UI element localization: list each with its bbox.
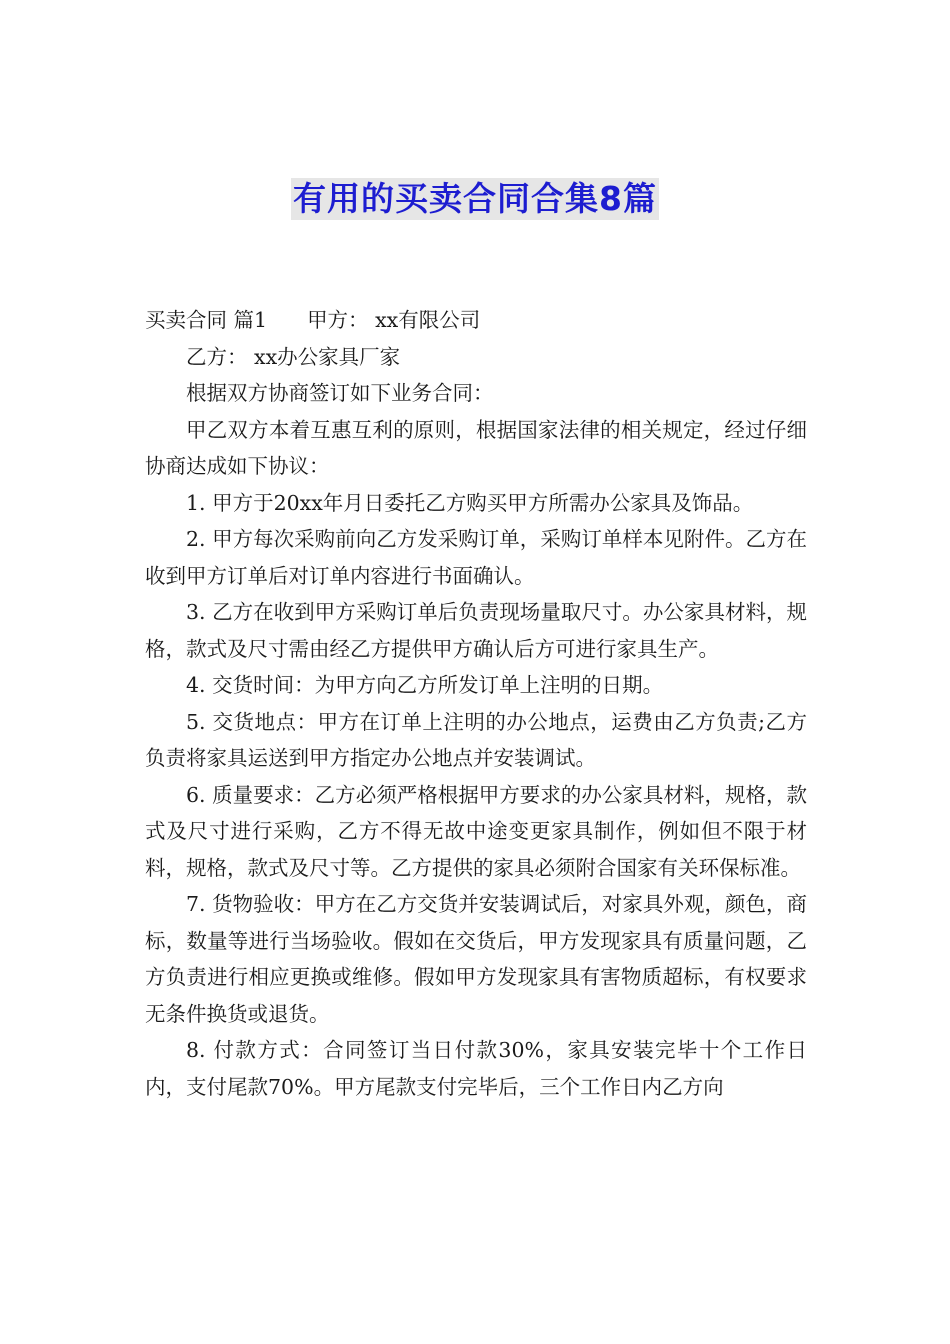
paragraph: 5. 交货地点：甲方在订单上注明的办公地点，运费由乙方负责;乙方负责将家具运送到甲方指定办公地点并安装调试。 xyxy=(145,709,807,770)
paragraph: 甲乙双方本着互惠互利的原则，根据国家法律的相关规定，经过仔细协商达成如下协议： xyxy=(145,417,807,478)
paragraph: 乙方： xx办公家具厂家 xyxy=(186,344,401,369)
paragraph: 1. 甲方于20xx年月日委托乙方购买甲方所需办公家具及饰品。 xyxy=(186,490,754,515)
paragraph: 8. 付款方式：合同签订当日付款30%，家具安装完毕十个工作日内，支付尾款70%。甲方尾款支付完毕后，三个工作日内乙方向 xyxy=(145,1038,807,1099)
paragraph: 2. 甲方每次采购前向乙方发采购订单，采购订单样本见附件。乙方在收到甲方订单后对订单内容进行书面确认。 xyxy=(145,527,807,588)
contract-heading-line xyxy=(145,302,807,339)
paragraph: 4. 交货时间：为甲方向乙方所发订单上注明的日期。 xyxy=(186,673,664,697)
paragraph: 7. 货物验收：甲方在乙方交货并安装调试后，对家具外观，颜色，商标，数量等进行当场验收。假如在交货后，甲方发现家具有质量问题，乙方负责进行相应更换或维修。假如甲方发现家具有害物质超标，有权要求无条件换货或退货。 xyxy=(145,892,807,1026)
title-container xyxy=(0,178,950,220)
contract-heading-label: 买卖合同 篇1 xyxy=(145,308,268,332)
paragraph: 3. 乙方在收到甲方采购订单后负责现场量取尺寸。办公家具材料，规格，款式及尺寸需由经乙方提供甲方确认后方可进行家具生产。 xyxy=(145,600,807,661)
document-title: 有用的买卖合同合集8篇 xyxy=(293,179,657,218)
paragraph: 根据双方协商签订如下业务合同： xyxy=(186,381,494,405)
document-body xyxy=(145,302,807,1105)
paragraph: 6. 质量要求：乙方必须严格根据甲方要求的办公家具材料，规格，款式及尺寸进行采购，乙方不得无故中途变更家具制作，例如但不限于材料，规格，款式及尺寸等。乙方提供的家具必须附合国家有关环保标准。 xyxy=(145,782,807,880)
party-a-line: 甲方： xx有限公司 xyxy=(307,308,481,332)
